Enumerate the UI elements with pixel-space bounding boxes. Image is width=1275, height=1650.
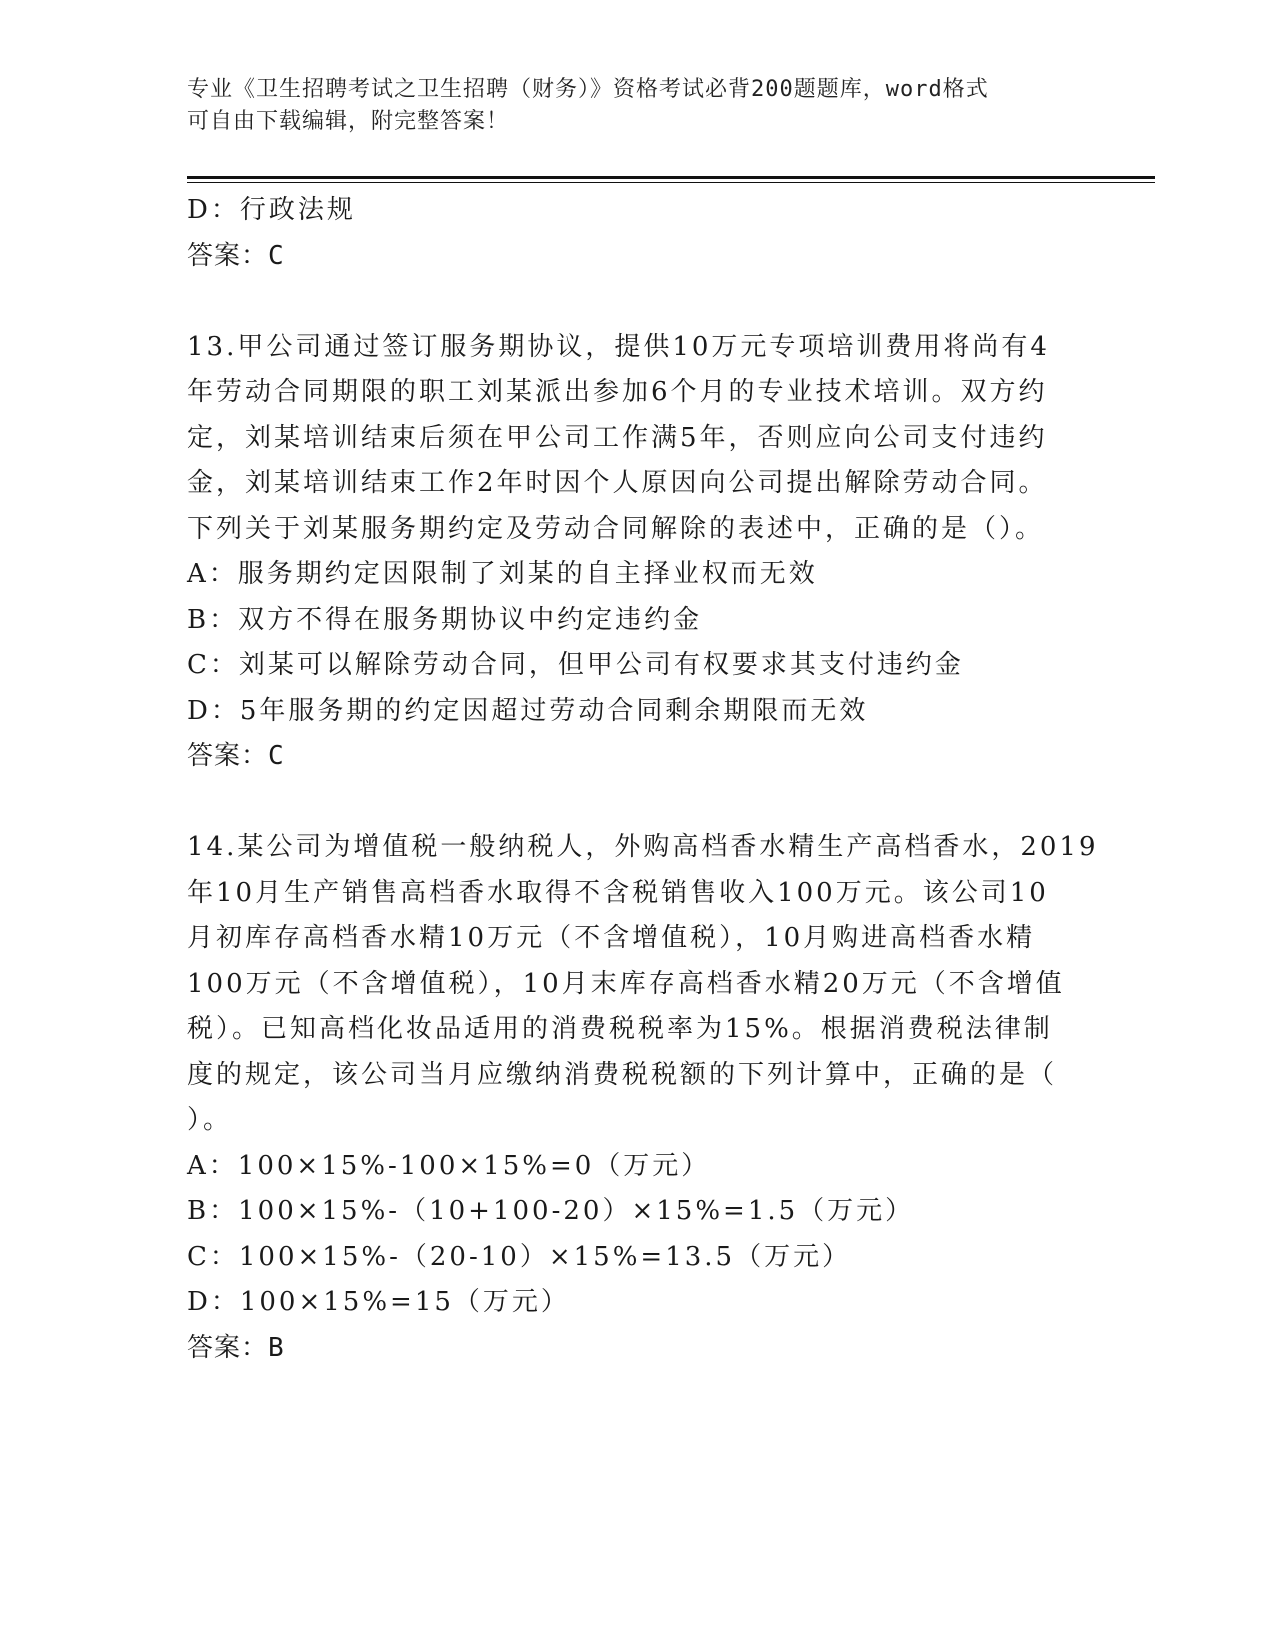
q13-option-c: C：刘某可以解除劳动合同，但甲公司有权要求其支付违约金 <box>187 650 964 680</box>
q14-stem <box>187 825 1099 1144</box>
document-body <box>187 188 1099 1371</box>
spacer <box>187 780 1087 826</box>
q13-stem-line: 年劳动合同期限的职工刘某派出参加6个月的专业技术培训。双方约 <box>187 377 1048 407</box>
q14-stem-line: 税）。已知高档化妆品适用的消费税税率为15%。根据消费税法律制 <box>187 1014 1053 1044</box>
q14-option-c: C：100×15%-（20-10）×15%=13.5（万元） <box>187 1241 852 1272</box>
q13-stem-line: 金，刘某培训结束工作2年时因个人原因向公司提出解除劳动合同。 <box>187 468 1048 498</box>
q13-answer: 答案：C <box>187 741 285 771</box>
q14-stem-line: 100万元（不含增值税），10月末库存高档香水精20万元（不含增值 <box>187 968 1065 999</box>
q14-option-d: D：100×15%=15（万元） <box>187 1287 570 1317</box>
page-header <box>187 74 1067 138</box>
q14-stem-line: 月初库存高档香水精10万元（不含增值税），10月购进高档香水精 <box>187 923 1036 953</box>
q13-stem <box>187 325 1087 553</box>
q14-option-a: A：100×15%-100×15%=0（万元） <box>187 1150 711 1181</box>
q14-option-b: B：100×15%-（10+100-20）×15%=1.5（万元） <box>187 1196 915 1226</box>
q14-stem-line: 14.某公司为增值税一般纳税人，外购高档香水精生产高档香水，2019 <box>187 832 1099 862</box>
header-title-line-2: 可自由下载编辑，附完整答案！ <box>187 109 510 134</box>
q13-option-b: B：双方不得在服务期协议中约定违约金 <box>187 604 703 635</box>
spacer <box>187 279 1087 325</box>
q13-option-d: D：5年服务期的约定因超过劳动合同剩余期限而无效 <box>187 695 869 726</box>
q13-stem-line: 下列关于刘某服务期约定及劳动合同解除的表述中，正确的是（）。 <box>187 513 1045 544</box>
q14-answer: 答案：B <box>187 1332 285 1363</box>
header-rule-thick <box>187 176 1155 179</box>
q12-answer: 答案：C <box>187 240 285 271</box>
header-title-line-1: 专业《卫生招聘考试之卫生招聘（财务）》资格考试必背200题题库，word格式 <box>187 77 989 102</box>
header-rule-thin <box>187 182 1155 183</box>
q13-stem-line: 定，刘某培训结束后须在甲公司工作满5年，否则应向公司支付违约 <box>187 422 1048 453</box>
q14-stem-line: 年10月生产销售高档香水取得不含税销售收入100万元。该公司10 <box>187 877 1049 908</box>
q14-stem-line: ）。 <box>187 1105 233 1135</box>
q13-stem-line: 13.甲公司通过签订服务期协议，提供10万元专项培训费用将尚有4 <box>187 331 1050 362</box>
q14-stem-line: 度的规定，该公司当月应缴纳消费税税额的下列计算中，正确的是（ <box>187 1059 1058 1090</box>
q12-option-d: D：行政法规 <box>187 195 356 225</box>
q13-option-a: A：服务期约定因限制了刘某的自主择业权而无效 <box>187 559 818 589</box>
